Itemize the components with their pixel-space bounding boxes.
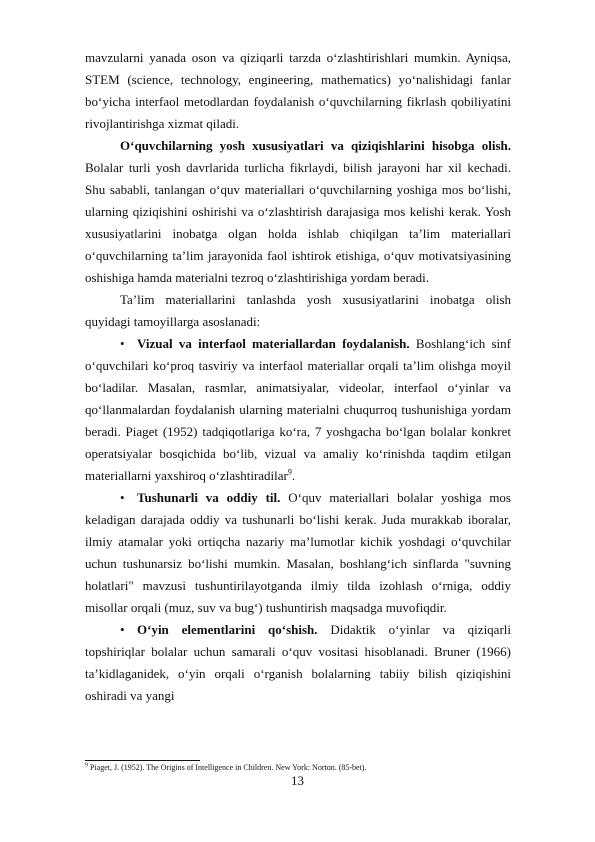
paragraph-age-features: [85, 135, 511, 289]
bullet-item-visual: [85, 333, 511, 487]
page-number: 13: [291, 773, 304, 788]
bullet-item-games: [85, 619, 511, 707]
bullet-title: Vizual va interfaol materiallardan foydalanish.: [137, 336, 410, 351]
footnote-number: 9: [85, 762, 88, 769]
bullet-title: O‘yin elementlarini qo‘shish.: [137, 622, 318, 637]
paragraph-heading: O‘quvchilarning yosh xususiyatlari va qiziqishlarini hisobga olish.: [120, 138, 511, 153]
paragraph-text: Bolalar turli yosh davrlarida turlicha fikrlaydi, bilish jarayoni har xil kechadi. Shu sababli, tanlangan o‘quv materiallari o‘quvchilarning yoshiga mos bo‘lishi, ularning qiziqishini oshirishi va o‘zlashtirish darajasiga mos kelishi kerak. Yosh xususiyatlarini inobatga olgan holda ishlab chiqilgan ta’lim materiallari o‘quvchilarning ta’lim jarayonida faol ishtirok etishiga, o‘quv motivatsiyasining oshishiga hamda materialni tezroq o‘zlashtirishiga yordam beradi.: [85, 160, 511, 285]
bullet-item-language: [85, 487, 511, 619]
footnote-text: Piaget, J. (1952). The Origins of Intelligence in Children. New York: Norton. (85-bet).: [88, 763, 367, 772]
bullet-text: O‘quv materiallari bolalar yoshiga mos keladigan darajada oddiy va tushunarli bo‘lishi kerak. Juda murakkab iboralar, ilmiy atamalar yoki ortiqcha nazariy ma’lumotlar kichik yoshdagi o‘quvchilar uchun tushunarsiz bo‘lishi mumkin. Masalan, boshlang‘ich sinflarda "suvning holatlari" mavzusi tushuntirilayotganda ilmiy tilda izohlash o‘rniga, oddiy misollar orqali (muz, suv va bug‘) tushuntirish maqsadga muvofiqdir.: [85, 490, 511, 615]
bullet-marker: •: [120, 622, 125, 637]
footnote-reference[interactable]: 9: [287, 467, 292, 477]
bullet-marker: •: [120, 336, 125, 351]
footnote-divider: [85, 760, 200, 761]
paragraph-principles-intro: Ta’lim materiallarini tanlashda yosh xususiyatlarini inobatga olish quyidagi tamoyillarga asoslanadi:: [85, 292, 511, 329]
bullet-title: Tushunarli va oddiy til.: [137, 490, 281, 505]
bullet-text: Boshlang‘ich sinf o‘quvchilari ko‘proq tasviriy va interfaol materiallar orqali ta’lim olishga moyil bo‘ladilar. Masalan, rasmlar, animatsiyalar, videolar, interfaol o‘yinlar va qo‘llanmalardan foydalanish ularning materialni chuqurroq tushunishiga yordam beradi. Piaget (1952) tadqiqotlariga ko‘ra, 7 yoshgacha bo‘lgan bolalar konkret operatsiyalar bosqichida bo‘lib, vizual va amaliy ko‘rinishda taqdim etilgan materiallarni yaxshiroq o‘zlashtiradilar: [85, 336, 511, 483]
bullet-text: Didaktik o‘yinlar va qiziqarli topshiriqlar bolalar uchun samarali o‘quv vositasi hisoblanadi. Bruner (1966) ta’kidlaganidek, o‘yin orqali o‘rganish bolalarning tabiiy bilish qiziqishini oshiradi va yangi: [85, 622, 511, 703]
bullet-text-end: .: [291, 468, 296, 483]
paragraph-continuation: mavzularni yanada oson va qiziqarli tarzda o‘zlashtirishlari mumkin. Ayniqsa, STEM (science, technology, engineering, mathematics) yo‘nalishidagi fanlar bo‘yicha interfaol metodlardan foydalanish o‘quvchilarning fikrlash qobiliyatini rivojlantirishga xizmat qiladi.: [85, 50, 511, 131]
footnote: [85, 763, 511, 773]
bullet-marker: •: [120, 490, 125, 505]
body-text: [85, 47, 511, 707]
